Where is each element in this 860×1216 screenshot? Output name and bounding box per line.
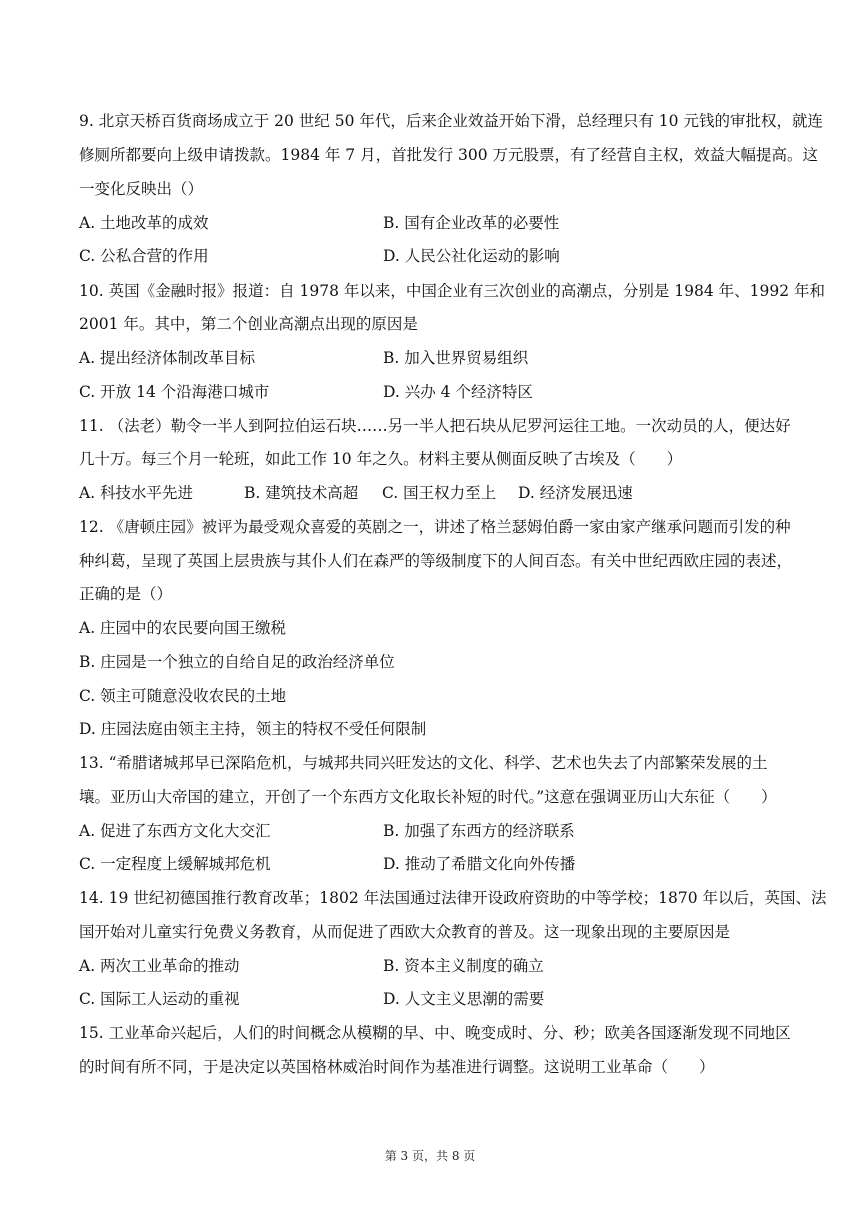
question-9-option-b[interactable]: B. 国有企业改革的必要性 — [383, 214, 560, 232]
question-10-option-d[interactable]: D. 兴办 4 个经济特区 — [383, 383, 533, 401]
question-13-option-c[interactable]: C. 一定程度上缓解城邦危机 — [79, 855, 271, 873]
question-11-option-b[interactable]: B. 建筑技术高超 — [244, 484, 359, 502]
question-12-option-a[interactable]: A. 庄园中的农民要向国王缴税 — [79, 619, 287, 637]
question-14-line-2: 国开始对儿童实行免费义务教育，从而促进了西欧大众教育的普及。这一现象出现的主要原因是 — [79, 923, 731, 941]
question-15-line-1: 15. 工业革命兴起后，人们的时间概念从模糊的早、中、晚变成时、分、秒；欧美各国逐渐发现不同地区 — [79, 1024, 791, 1042]
question-11-option-c[interactable]: C. 国王权力至上 — [382, 484, 497, 502]
question-9-line-3: 一变化反映出（） — [79, 180, 204, 198]
question-11-option-d[interactable]: D. 经济发展迅速 — [518, 484, 633, 502]
question-11-line-2: 几十万。每三个月一轮班，如此工作 10 年之久。材料主要从侧面反映了古埃及（ ） — [79, 450, 683, 468]
question-11-option-a[interactable]: A. 科技水平先进 — [79, 484, 194, 502]
question-10-line-2: 2001 年。其中，第二个创业高潮点出现的原因是 — [79, 315, 418, 333]
question-12-line-3: 正确的是（） — [79, 585, 173, 603]
page-footer: 第 3 页，共 8 页 — [384, 1149, 476, 1163]
question-12-option-c[interactable]: C. 领主可随意没收农民的土地 — [79, 687, 287, 705]
question-10-option-a[interactable]: A. 提出经济体制改革目标 — [79, 349, 256, 367]
question-13-line-2: 壤。亚历山大帝国的建立，开创了一个东西方文化取长补短的时代。”这意在强调亚历山大东征（ ） — [79, 788, 777, 806]
question-14-option-c[interactable]: C. 国际工人运动的重视 — [79, 990, 240, 1008]
question-14-option-b[interactable]: B. 资本主义制度的确立 — [383, 957, 544, 975]
question-13-option-d[interactable]: D. 推动了希腊文化向外传播 — [383, 855, 576, 873]
question-13-option-a[interactable]: A. 促进了东西方文化大交汇 — [79, 822, 271, 840]
question-12-option-b[interactable]: B. 庄园是一个独立的自给自足的政治经济单位 — [79, 653, 395, 671]
question-10-line-1: 10. 英国《金融时报》报道：自 1978 年以来，中国企业有三次创业的高潮点，分别是 1984 年、1992 年和 — [79, 282, 826, 300]
question-9-option-c[interactable]: C. 公私合营的作用 — [79, 247, 209, 265]
question-13-line-1: 13. “希腊诸城邦早已深陷危机，与城邦共同兴旺发达的文化、科学、艺术也失去了内部繁荣发展的土 — [79, 754, 768, 772]
question-13-option-b[interactable]: B. 加强了东西方的经济联系 — [383, 822, 575, 840]
question-9-line-1: 9. 北京天桥百货商场成立于 20 世纪 50 年代，后来企业效益开始下滑，总经理只有 10 元钱的审批权，就连 — [79, 112, 823, 130]
question-9-option-a[interactable]: A. 土地改革的成效 — [79, 214, 209, 232]
question-10-option-b[interactable]: B. 加入世界贸易组织 — [383, 349, 529, 367]
question-9-option-d[interactable]: D. 人民公社化运动的影响 — [383, 247, 560, 265]
question-9-line-2: 修厕所都要向上级申请拨款。1984 年 7 月，首批发行 300 万元股票，有了经营自主权，效益大幅提高。这 — [79, 146, 819, 164]
question-12-option-d[interactable]: D. 庄园法庭由领主主持，领主的特权不受任何限制 — [79, 720, 427, 738]
question-14-line-1: 14. 19 世纪初德国推行教育改革；1802 年法国通过法律开设政府资助的中等学校；1870 年以后，英国、法 — [79, 889, 827, 907]
question-14-option-d[interactable]: D. 人文主义思潮的需要 — [383, 990, 545, 1008]
question-12-line-1: 12. 《唐顿庄园》被评为最受观众喜爱的英剧之一，讲述了格兰瑟姆伯爵一家由家产继承问题而引发的种 — [79, 518, 791, 536]
question-10-option-c[interactable]: C. 开放 14 个沿海港口城市 — [79, 383, 270, 401]
question-11-line-1: 11. （法老）勒令一半人到阿拉伯运石块……另一半人把石块从尼罗河运往工地。一次动员的人，便达好 — [79, 417, 791, 435]
question-15-line-2: 的时间有所不同，于是决定以英国格林威治时间作为基准进行调整。这说明工业革命（ ） — [79, 1058, 715, 1076]
question-12-line-2: 种纠葛，呈现了英国上层贵族与其仆人们在森严的等级制度下的人间百态。有关中世纪西欧庄园的表述， — [79, 552, 793, 570]
question-14-option-a[interactable]: A. 两次工业革命的推动 — [79, 957, 240, 975]
